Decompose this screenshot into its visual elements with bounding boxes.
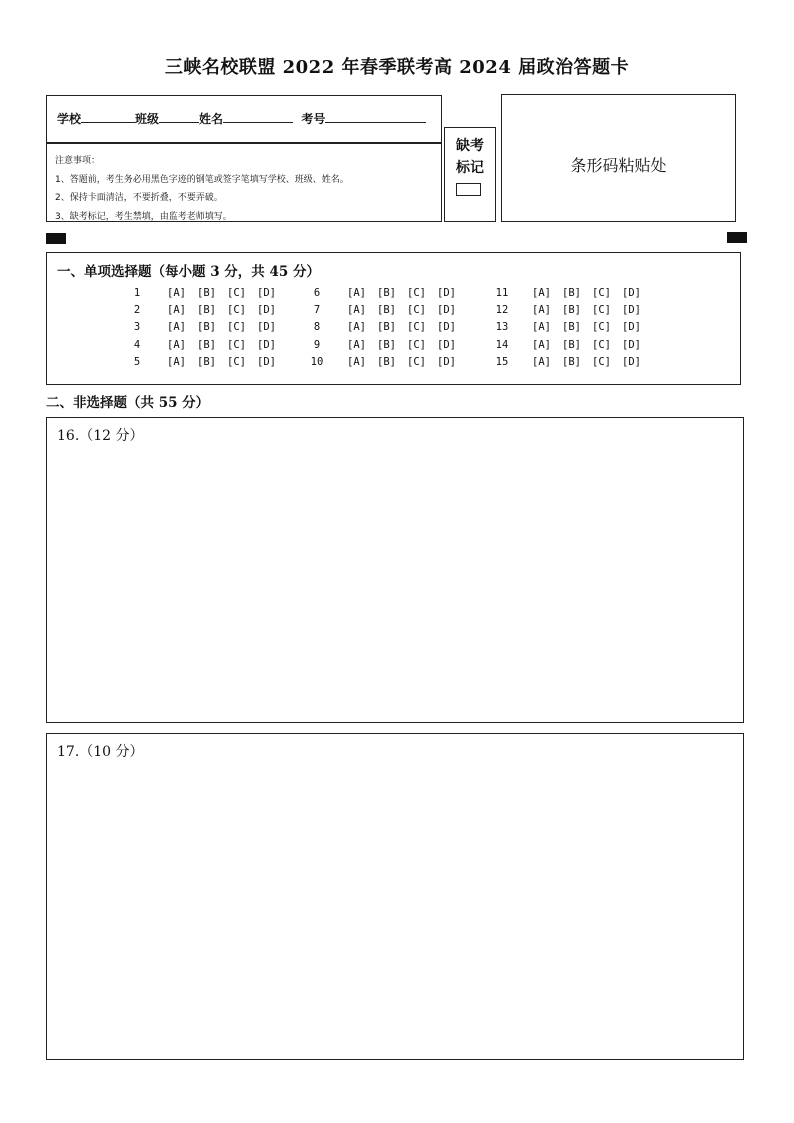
choice-bubble[interactable]: [C] <box>407 321 426 334</box>
choice-row <box>490 339 652 351</box>
question-number: 11 <box>495 287 509 299</box>
name-blank[interactable] <box>223 110 293 123</box>
question-label: 16.（12 分） <box>57 428 144 444</box>
choice-row <box>125 356 287 368</box>
choice-row <box>125 287 287 299</box>
choice-row <box>125 321 287 333</box>
question-number: 5 <box>133 355 141 368</box>
barcode-label: 条形码粘贴处 <box>570 156 667 175</box>
choice-bubble[interactable]: [C] <box>592 355 611 368</box>
choice-bubble[interactable]: [A] <box>347 287 366 299</box>
note-item: 3、缺考标记，考生禁填，由监考老师填写。 <box>55 211 232 222</box>
choice-bubble[interactable]: [D] <box>257 355 276 368</box>
choice-bubble[interactable]: [C] <box>407 338 426 351</box>
exam-number-blank[interactable] <box>325 110 426 123</box>
choice-bubble[interactable]: [B] <box>377 355 396 368</box>
exam-number-label: 考号 <box>301 112 326 126</box>
choice-bubble[interactable]: [B] <box>377 338 396 351</box>
question-number: 14 <box>495 338 509 351</box>
choice-bubble[interactable]: [B] <box>377 304 396 317</box>
question-number: 7 <box>313 304 321 317</box>
choice-bubble[interactable]: [D] <box>437 355 456 368</box>
choice-bubble[interactable]: [B] <box>562 304 581 317</box>
answer-area-q16[interactable] <box>46 417 744 723</box>
choice-bubble[interactable]: [C] <box>592 287 611 299</box>
choice-bubble[interactable]: [A] <box>347 304 366 317</box>
section2-title: 二、非选择题（共 55 分） <box>46 395 210 411</box>
choice-bubble[interactable]: [A] <box>532 321 551 334</box>
choice-bubble[interactable]: [A] <box>532 338 551 351</box>
choice-bubble[interactable]: [D] <box>437 321 456 334</box>
choice-bubble[interactable]: [D] <box>257 338 276 351</box>
choice-bubble[interactable]: [C] <box>407 355 426 368</box>
choice-bubble[interactable]: [A] <box>167 287 186 299</box>
absent-label-line: 标记 <box>456 160 484 176</box>
choice-bubble[interactable]: [A] <box>532 304 551 317</box>
name-label: 姓名 <box>199 112 224 126</box>
note-item: 1、答题前，考生务必用黑色字迹的钢笔或签字笔填写学校、班级、姓名。 <box>55 174 349 185</box>
choice-bubble[interactable]: [A] <box>167 355 186 368</box>
absent-mark-box <box>444 127 496 222</box>
barcode-area <box>501 94 736 222</box>
info-divider <box>47 142 441 144</box>
question-number: 6 <box>313 287 321 299</box>
choice-row <box>305 287 467 299</box>
question-label: 17.（10 分） <box>57 744 144 760</box>
choice-bubble[interactable]: [C] <box>592 338 611 351</box>
choice-bubble[interactable]: [A] <box>167 338 186 351</box>
answer-sheet-title: 三峡名校联盟 2022 年春季联考高 2024 届政治答题卡 <box>164 57 630 78</box>
student-info-fields <box>57 110 426 127</box>
notes-block <box>55 152 349 226</box>
question-number: 3 <box>133 321 141 334</box>
section1-title: 一、单项选择题（每小题 3 分，共 45 分） <box>57 264 320 280</box>
choice-bubble[interactable]: [D] <box>257 321 276 334</box>
question-number: 15 <box>495 355 509 368</box>
question-number: 8 <box>313 321 321 334</box>
multiple-choice-section <box>46 252 741 385</box>
choice-bubble[interactable]: [A] <box>167 321 186 334</box>
alignment-marker-left <box>46 233 66 244</box>
choice-row <box>490 304 652 316</box>
note-item: 2、保持卡面清洁，不要折叠，不要弄破。 <box>55 193 223 203</box>
choice-bubble[interactable]: [A] <box>347 338 366 351</box>
choice-row <box>305 304 467 316</box>
answer-area-q17[interactable] <box>46 733 744 1060</box>
choice-bubble[interactable]: [D] <box>622 287 641 299</box>
choice-row <box>490 321 652 333</box>
question-number: 10 <box>310 355 324 368</box>
absent-mark-checkbox[interactable] <box>456 183 481 196</box>
choice-bubble[interactable]: [D] <box>622 338 641 351</box>
choice-row <box>305 321 467 333</box>
choice-bubble[interactable]: [B] <box>197 321 216 334</box>
notes-heading: 注意事项： <box>55 156 101 166</box>
choice-bubble[interactable]: [C] <box>227 304 246 317</box>
choice-bubble[interactable]: [C] <box>227 321 246 334</box>
question-number: 1 <box>133 287 141 299</box>
question-number: 4 <box>133 338 141 351</box>
choice-bubble[interactable]: [C] <box>407 287 426 299</box>
choice-row <box>125 339 287 351</box>
choice-bubble[interactable]: [B] <box>562 355 581 368</box>
question-number: 9 <box>313 338 321 351</box>
choice-bubble[interactable]: [C] <box>592 304 611 317</box>
question-number: 12 <box>495 304 509 317</box>
absent-label-line: 缺考 <box>456 138 484 154</box>
choice-bubble[interactable]: [A] <box>347 321 366 334</box>
class-blank[interactable] <box>159 110 199 123</box>
student-info-box <box>46 95 442 222</box>
choice-bubble[interactable]: [C] <box>227 287 246 299</box>
choice-row <box>125 304 287 316</box>
choice-bubble[interactable]: [B] <box>377 321 396 334</box>
choice-bubble[interactable]: [D] <box>622 355 641 368</box>
choice-bubble[interactable]: [A] <box>167 304 186 317</box>
choice-bubble[interactable]: [B] <box>562 338 581 351</box>
choice-bubble[interactable]: [A] <box>532 287 551 299</box>
choice-bubble[interactable]: [B] <box>197 304 216 317</box>
choice-bubble[interactable]: [B] <box>562 287 581 299</box>
choice-bubble[interactable]: [B] <box>197 355 216 368</box>
choice-bubble[interactable]: [D] <box>437 304 456 317</box>
choice-bubble[interactable]: [D] <box>257 304 276 317</box>
choice-bubble[interactable]: [B] <box>197 338 216 351</box>
choice-bubble[interactable]: [D] <box>257 287 276 299</box>
question-number: 2 <box>133 304 141 317</box>
choice-bubble[interactable]: [B] <box>197 287 216 299</box>
choice-row <box>490 287 652 299</box>
choice-bubble[interactable]: [A] <box>347 355 366 368</box>
choice-row <box>305 356 467 368</box>
choice-bubble[interactable]: [B] <box>562 321 581 334</box>
choice-bubble[interactable]: [C] <box>227 338 246 351</box>
choice-bubble[interactable]: [D] <box>622 321 641 334</box>
alignment-marker-right <box>727 232 747 243</box>
school-blank[interactable] <box>81 110 135 123</box>
choice-bubble[interactable]: [D] <box>437 287 456 299</box>
choice-bubble[interactable]: [C] <box>227 355 246 368</box>
question-number: 13 <box>495 321 509 334</box>
choice-bubble[interactable]: [B] <box>377 287 396 299</box>
choice-row <box>305 339 467 351</box>
choice-row <box>490 356 652 368</box>
class-label: 班级 <box>135 112 160 126</box>
choice-bubble[interactable]: [A] <box>532 355 551 368</box>
choice-bubble[interactable]: [D] <box>622 304 641 317</box>
choice-bubble[interactable]: [C] <box>407 304 426 317</box>
absent-label <box>445 135 495 179</box>
choice-bubble[interactable]: [C] <box>592 321 611 334</box>
choice-bubble[interactable]: [D] <box>437 338 456 351</box>
school-label: 学校 <box>57 112 82 126</box>
